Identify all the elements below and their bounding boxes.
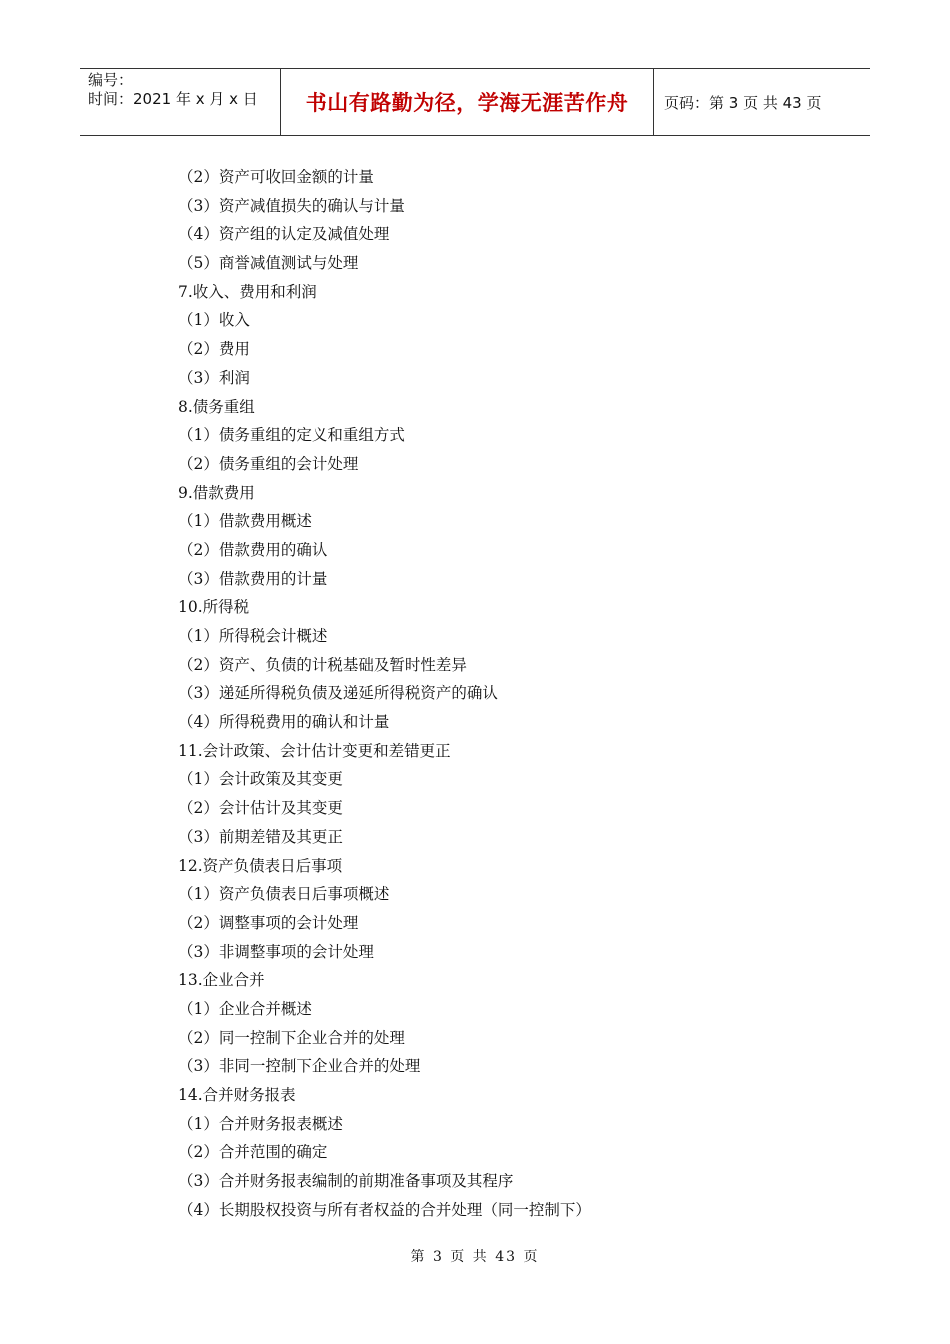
list-item: （3）递延所得税负债及递延所得税资产的确认 [178,684,498,703]
list-item: （2）调整事项的会计处理 [178,913,359,932]
list-item: （4）长期股权投资与所有者权益的合并处理（同一控制下） [178,1200,591,1219]
list-item: （1）所得税会计概述 [178,627,328,645]
list-item: （1）资产负债表日后事项概述 [178,885,390,904]
list-item: （2）债务重组的会计处理 [178,454,359,473]
list-item: （2）借款费用的确认 [178,540,328,559]
list-item: （2）会计估计及其变更 [178,799,343,818]
list-item: （1）收入 [178,311,250,330]
list-item: （1）会计政策及其变更 [178,770,343,789]
section-heading: 10.所得税 [178,598,250,617]
list-item: （1）债务重组的定义和重组方式 [178,426,405,445]
list-item: （3）借款费用的计量 [178,569,328,588]
list-item: （3）非调整事项的会计处理 [178,942,374,961]
list-item: （5）商誉减值测试与处理 [178,254,359,273]
list-item: （2）合并范围的确定 [178,1143,328,1162]
header-motto: 书山有路勤为径，学海无涯苦作舟 [281,69,654,135]
list-item: （1）借款费用概述 [178,512,312,531]
list-item: （2）资产可收回金额的计量 [178,168,374,186]
list-item: （3）利润 [178,368,250,387]
section-heading: 9.借款费用 [178,483,255,502]
list-item: （4）资产组的认定及减值处理 [178,225,390,244]
list-item: （1）合并财务报表概述 [178,1114,343,1133]
list-item: （4）所得税费用的确认和计量 [178,713,390,732]
page-footer: 第 3 页 共 43 页 [410,1249,540,1265]
header-meta [80,69,281,135]
list-item: （3）合并财务报表编制的前期准备事项及其程序 [178,1172,514,1191]
list-item: （2）同一控制下企业合并的处理 [178,1028,405,1047]
header-page-number: 页码：第 3 页 共 43 页 [664,93,822,112]
section-heading: 11.会计政策、会计估计变更和差错更正 [178,741,451,760]
list-item: （2）资产、负债的计税基础及暂时性差异 [178,655,467,674]
section-heading: 13.企业合并 [178,971,265,990]
section-heading: 7.收入、费用和利润 [178,282,317,301]
document-date-label: 时间：2021 年 x 月 x 日 [88,90,258,108]
section-heading: 14.合并财务报表 [178,1086,296,1104]
list-item: （1）企业合并概述 [178,999,312,1018]
list-item: （3）资产减值损失的确认与计量 [178,196,405,215]
section-heading: 8.债务重组 [178,397,255,416]
page-header [80,68,870,136]
section-heading: 12.资产负债表日后事项 [178,856,343,875]
list-item: （3）非同一控制下企业合并的处理 [178,1057,421,1076]
list-item: （2）费用 [178,340,250,359]
document-number-label: 编号： [88,71,134,89]
list-item: （3）前期差错及其更正 [178,827,343,846]
document-body [178,163,878,1224]
